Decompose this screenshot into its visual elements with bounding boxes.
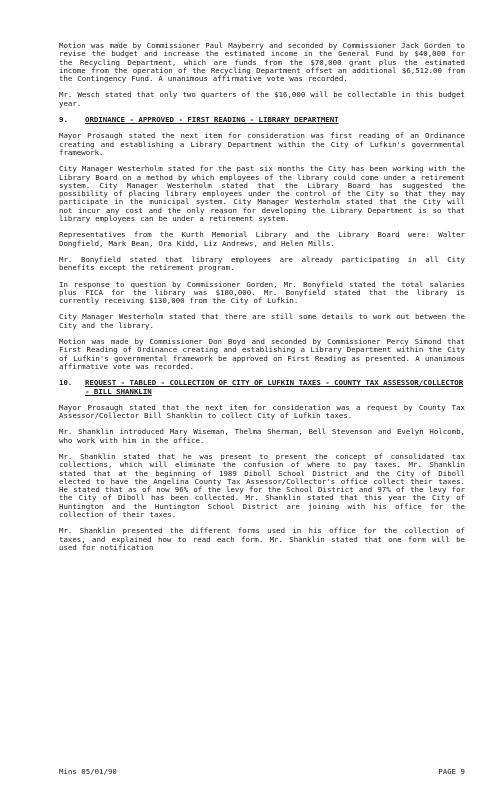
paragraph-library-retirement: City Manager Westerholm stated for the past six months the City has been working with the Library Board on a method by which employees of the library could come under a retirement system. City Manager Westerholm stated that the Library Board has suggested the possibility of placing library employees under the control of the City so that they may participate in the municipal system. City Manager Westerholm stated that the City will not incur any cost and the only reason for developing the Library Department is so that library employees can be under a retirement system. (59, 164, 465, 224)
section-title: ORDINANCE - APPROVED - FIRST READING - LIBRARY DEPARTMENT (85, 115, 339, 125)
section-number: 10. (59, 378, 73, 388)
paragraph-tax-concept: Mr. Shanklin stated that he was present to present the concept of consolidated tax collections, which will eliminate the confusion of where to pay taxes. Mr. Shanklin stated that at the beginning of 1989 Diboll School District and the City of Diboll elected to have the Angelina County Tax Assessor/Collector's office collect their taxes. He stated that as of now 96% of the levy for the School District and 97% of the levy for the City of Diboll has been collected. Mr. Shanklin stated that this year the City of Huntington and the Huntington School District are joining with his office for the collection of their taxes. (59, 451, 465, 520)
section-heading-9 (59, 116, 465, 124)
section-heading-10 (59, 379, 465, 396)
footer-minutes-date: Mins 05/01/90 (59, 767, 117, 776)
paragraph-budget-motion: Motion was made by Commissioner Paul Mayberry and seconded by Commissioner Jack Gorden to revise the budget and increase the estimated income in the General Fund by $40,000 for the Recycling Department, which are funds from the $70,000 grant plus the estimated income from the operation of the Recycling Department offset an additional $6,512.00 from the Contingency Fund. A unanimous affirmative vote was recorded. (59, 41, 465, 84)
section-title: REQUEST - TABLED - COLLECTION OF CITY OF LUFKIN TAXES - COUNTY TAX ASSESSOR/COLLECTOR - BILL SHANKLIN (85, 378, 464, 396)
footer-page-number: PAGE 9 (438, 767, 465, 776)
paragraph-library-representatives: Representatives from the Kurth Memorial Library and the Library Board were: Walter Dongfield, Mark Bean, Ora Kidd, Liz Andrews, and Helen Mills. (59, 230, 465, 248)
paragraph-library-details: City Manager Westerholm stated that there are still some details to work out between the City and the library. (59, 312, 465, 330)
paragraph-library-salaries: In response to question by Commissioner Gorden, Mr. Bonyfield stated the total salaries plus FICA for the library was $180,000. Mr. Bonyfield stated that the library is currently receiving $130,000 from the City of Lufkin. (59, 279, 465, 306)
paragraph-tax-staff: Mr. Shanklin introduced Mary Wiseman, Thelma Sherman, Bell Stevenson and Evelyn Holcomb, who work with him in the office. (59, 427, 465, 445)
paragraph-tax-forms: Mr. Shanklin presented the different forms used in his office for the collection of taxes, and explained how to read each form. Mr. Shanklin stated that one form will be used for notification (59, 526, 465, 552)
paragraph-quarters-note: Mr. Wesch stated that only two quarters of the $16,000 will be collectable in this budget year. (59, 90, 465, 108)
page-footer (59, 767, 465, 776)
paragraph-library-benefits: Mr. Bonyfield stated that library employees are already participating in all City benefits except the retirement program. (59, 254, 465, 273)
paragraph-tax-intro: Mayor Prosaugh stated that the next item for consideration was a request by County Tax Assessor/Collector Bill Shanklin to collect City of Lufkin taxes. (59, 402, 465, 421)
paragraph-library-intro: Mayor Prosaugh stated the next item for consideration was first reading of an Ordinance creating and establishing a Library Department within the City of Lufkin's governmental framework. (59, 131, 465, 157)
paragraph-library-motion: Motion was made by Commissioner Don Boyd and seconded by Commissioner Percy Simond that First Reading of Ordinance creating and establishing a Library Department within the City of Lufkin's governmental framework be approved on First Reading as presented. A unanimous affirmative vote was recorded. (59, 337, 465, 371)
section-number: 9. (59, 115, 68, 125)
